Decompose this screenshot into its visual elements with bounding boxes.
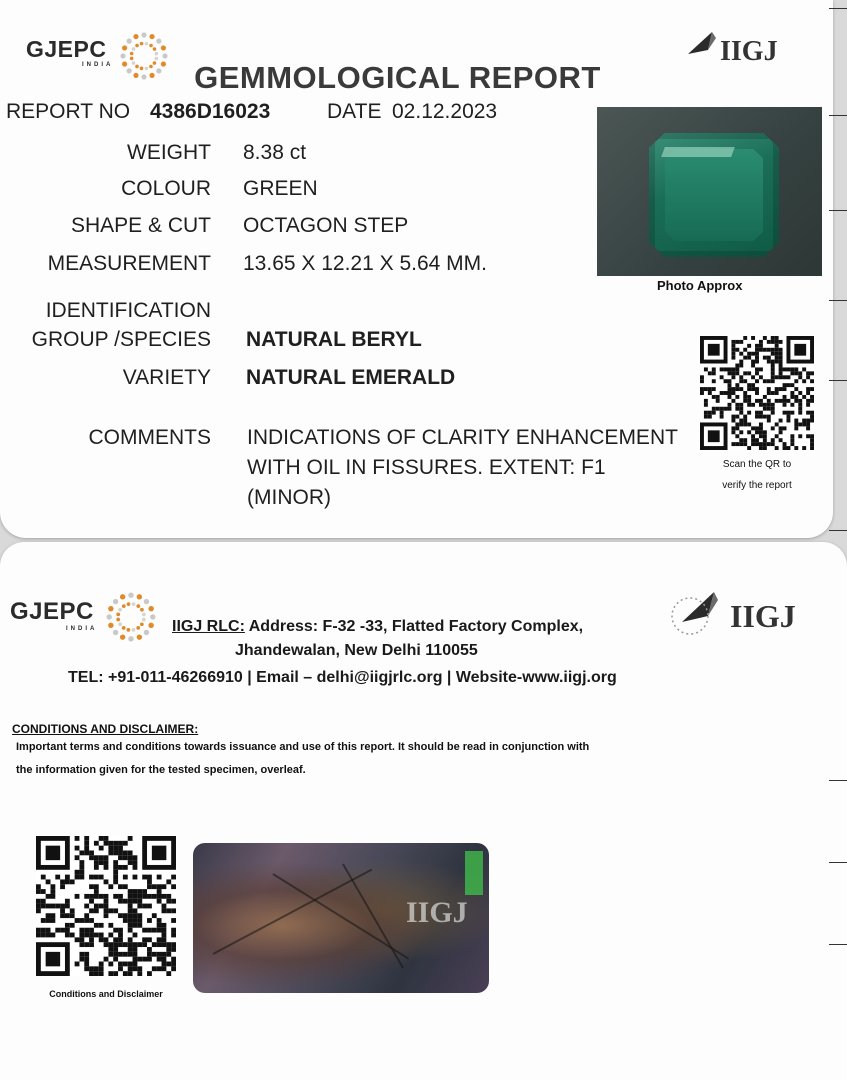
gjepc-logo-sub: INDIA (66, 626, 98, 632)
report-front-card (0, 0, 833, 538)
address-line (172, 618, 583, 636)
address-line-2: Jhandewalan, New Delhi 110055 (235, 642, 478, 659)
qr-caption-line: verify the report (722, 480, 792, 491)
gjepc-logo-text: GJEPC (26, 36, 107, 62)
date-label: DATE (327, 100, 382, 123)
measurement-value: 13.65 X 12.21 X 5.64 MM. (243, 252, 487, 275)
edge-tick (829, 300, 847, 301)
conditions-text: Important terms and conditions towards issuance and use of this report. It should be read in conjunction with (16, 741, 590, 753)
iigj-logo-text: IIGJ (720, 36, 778, 67)
gjepc-logo-text: GJEPC (10, 598, 94, 625)
comments-line: WITH OIL IN FISSURES. EXTENT: F1 (247, 456, 606, 479)
gjepc-sun-icon (104, 590, 158, 644)
weight-label: WEIGHT (127, 141, 211, 164)
security-hologram (193, 843, 489, 993)
conditions-qr-code[interactable] (36, 836, 176, 976)
variety-label: VARIETY (122, 366, 211, 389)
edge-tick (829, 780, 847, 781)
iigj-logo-text: IIGJ (730, 598, 796, 634)
emerald-gem-image (649, 133, 779, 257)
shape-cut-value: OCTAGON STEP (243, 214, 409, 237)
edge-tick (829, 115, 847, 116)
group-species-value: NATURAL BERYL (246, 328, 422, 351)
hologram-line (342, 864, 404, 969)
shape-cut-label: SHAPE & CUT (70, 214, 211, 237)
hologram-iigj-text: IIGJ (406, 896, 468, 929)
conditions-title: CONDITIONS AND DISCLAIMER: (12, 722, 199, 736)
variety-value: NATURAL EMERALD (246, 366, 456, 389)
hologram-line (213, 869, 373, 955)
gjepc-logo-sub: INDIA (82, 62, 114, 68)
comments-line: (MINOR) (247, 486, 331, 509)
conditions-qr-caption: Conditions and Disclaimer (49, 989, 163, 999)
address-label: IIGJ RLC: (172, 618, 245, 635)
report-no-value: 4386D16023 (150, 100, 271, 123)
verify-qr-code[interactable] (700, 336, 814, 450)
address-text: Address: F-32 -33, Flatted Factory Complex, (248, 618, 584, 635)
gem-table-facet (665, 149, 763, 241)
comments-line: INDICATIONS OF CLARITY ENHANCEMENT (247, 426, 678, 449)
colour-value: GREEN (243, 177, 318, 200)
conditions-text: the information given for the tested specimen, overleaf. (16, 764, 306, 776)
iigj-logo (668, 586, 813, 646)
edge-tick (829, 8, 847, 9)
edge-tick (829, 530, 847, 531)
report-back-card (0, 542, 847, 1080)
report-no-label: REPORT NO (6, 100, 131, 123)
identification-label: IDENTIFICATION (45, 299, 211, 322)
photo-caption: Photo Approx (657, 278, 743, 293)
measurement-label: MEASUREMENT (47, 252, 211, 275)
contact-line: TEL: +91-011-46266910 | Email – delhi@iigjrlc.org | Website-www.iigj.org (68, 669, 617, 686)
gjepc-logo (10, 598, 98, 632)
weight-value: 8.38 ct (243, 141, 307, 164)
gjepc-logo (26, 36, 114, 68)
iigj-diamond-icon (668, 586, 722, 640)
edge-tick (829, 862, 847, 863)
qr-caption-line: Scan the QR to (722, 459, 792, 470)
group-species-label: GROUP /SPECIES (31, 328, 211, 351)
edge-tick (829, 380, 847, 381)
comments-label: COMMENTS (88, 426, 211, 449)
gemstone-photo (597, 107, 822, 276)
colour-label: COLOUR (121, 177, 211, 200)
date-value: 02.12.2023 (392, 100, 498, 123)
edge-tick (829, 944, 847, 945)
report-title: GEMMOLOGICAL REPORT (194, 60, 601, 95)
gem-highlight (661, 147, 735, 157)
edge-tick (829, 210, 847, 211)
hologram-green-strip (465, 851, 483, 895)
